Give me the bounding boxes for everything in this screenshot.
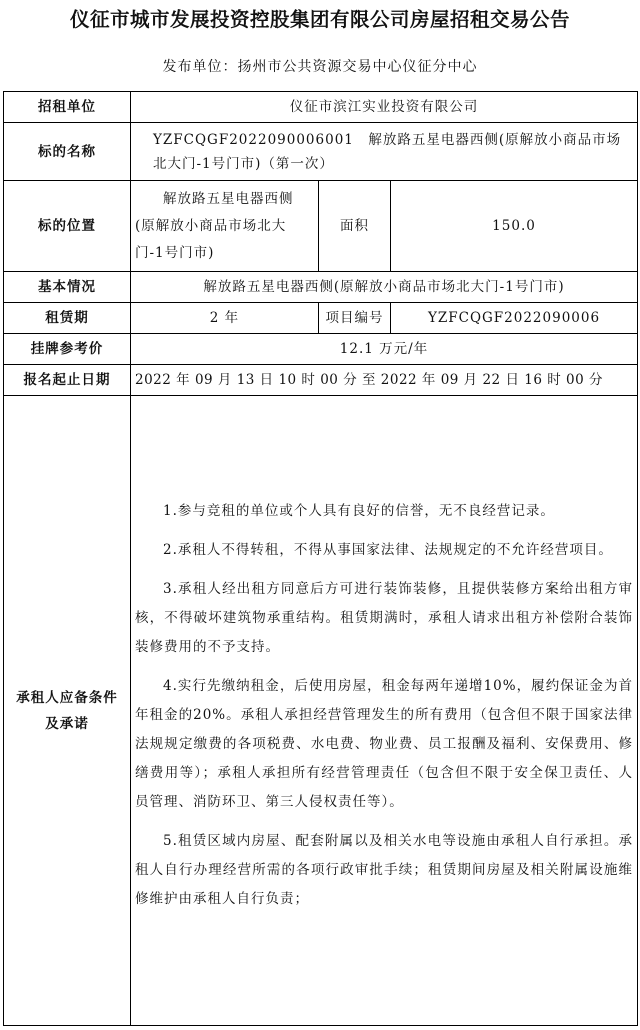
lease-announcement-table bbox=[3, 91, 638, 1026]
publisher-line: 发布单位：扬州市公共资源交易中心仪征分中心 bbox=[162, 59, 478, 75]
label-lessor: 招租单位 bbox=[4, 92, 131, 123]
value-area: 150.0 bbox=[391, 181, 638, 272]
label-dates: 报名起止日期 bbox=[4, 365, 131, 396]
value-price: 12.1 万元/年 bbox=[131, 334, 638, 365]
value-location: 解放路五星电器西侧(原解放小商品市场北大门-1号门市) bbox=[131, 181, 319, 272]
label-target-name: 标的名称 bbox=[4, 123, 131, 181]
conditions-text bbox=[131, 396, 638, 1026]
label-price: 挂牌参考价 bbox=[4, 334, 131, 365]
row-dates bbox=[4, 365, 638, 396]
condition-paragraph: 5.租赁区域内房屋、配套附属以及相关水电等设施由承租人自行承担。承租人自行办理经营所需的各项行政审批手续；租赁期间房屋及相关附属设施维修维护由承租人自行负责； bbox=[135, 833, 634, 907]
condition-paragraph: 3.承租人经出租方同意后方可进行装饰装修，且提供装修方案给出租方审核，不得破坏建筑物承重结构。租赁期满时，承租人请求出租方补偿附合装饰装修费用的不予支持。 bbox=[135, 581, 634, 655]
value-dates: 2022 年 09 月 13 日 10 时 00 分 至 2022 年 09 月 22 日 16 时 00 分 bbox=[131, 365, 638, 396]
row-lessor bbox=[4, 92, 638, 123]
value-term: 2 年 bbox=[131, 303, 319, 334]
condition-paragraph: 1.参与竞租的单位或个人具有良好的信誉，无不良经营记录。 bbox=[163, 503, 555, 519]
label-conditions-line1: 承租人应备条件 bbox=[16, 689, 118, 706]
label-basic: 基本情况 bbox=[4, 272, 131, 303]
label-location: 标的位置 bbox=[4, 181, 131, 272]
value-lessor: 仪征市滨江实业投资有限公司 bbox=[131, 92, 638, 123]
row-target-name bbox=[4, 123, 638, 181]
label-conditions-line2: 及承诺 bbox=[45, 715, 89, 732]
label-term: 租赁期 bbox=[4, 303, 131, 334]
row-price bbox=[4, 334, 638, 365]
row-term bbox=[4, 303, 638, 334]
row-basic bbox=[4, 272, 638, 303]
value-basic: 解放路五星电器西侧(原解放小商品市场北大门-1号门市) bbox=[131, 272, 638, 303]
condition-paragraph: 2.承租人不得转租，不得从事国家法律、法规规定的不允许经营项目。 bbox=[163, 542, 613, 558]
row-location bbox=[4, 181, 638, 272]
label-project-number: 项目编号 bbox=[319, 303, 391, 334]
value-project-number: YZFCQGF2022090006 bbox=[391, 303, 638, 334]
row-conditions bbox=[4, 396, 638, 1026]
page-title: 仪征市城市发展投资控股集团有限公司房屋招租交易公告 bbox=[69, 8, 570, 31]
label-conditions bbox=[4, 396, 131, 1026]
label-area: 面积 bbox=[319, 181, 391, 272]
condition-paragraph: 4.实行先缴纳租金，后使用房屋，租金每两年递增10%，履约保证金为首年租金的20%。承租人承担经营管理发生的所有费用（包含但不限于国家法律法规规定缴费的各项税费、水电费、物业费、员工报酬及福利、安保费用、修缮费用等）；承租人承担所有经营管理责任（包含但不限于安全保卫责任、人员管理、消防环卫、第三人侵权责任等）。 bbox=[135, 678, 634, 810]
value-target-name: YZFCQGF2022090006001 解放路五星电器西侧(原解放小商品市场北大门-1号门市)（第一次） bbox=[131, 123, 638, 181]
